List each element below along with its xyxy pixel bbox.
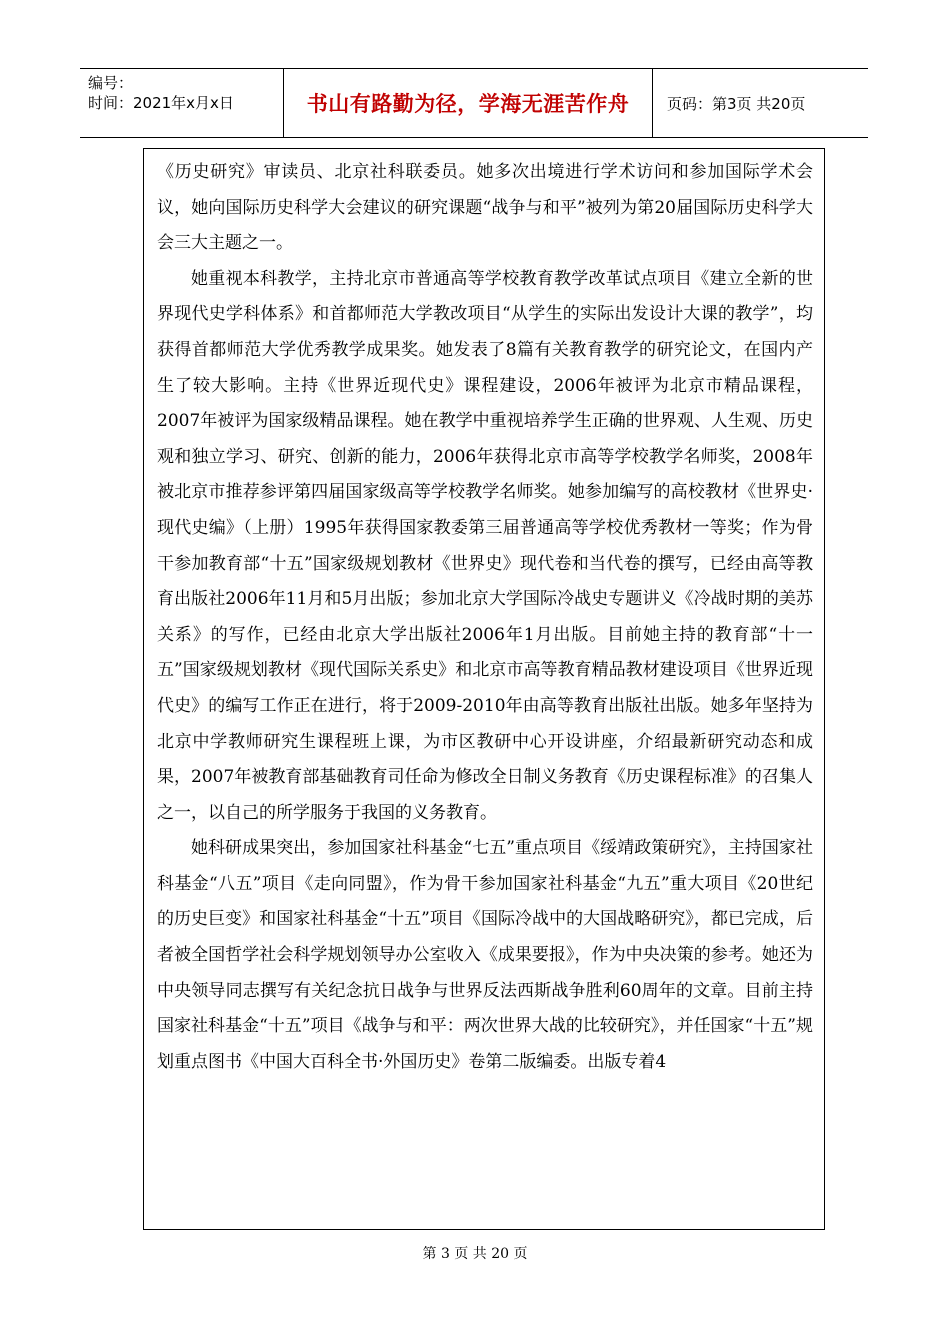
page-footer: 第 3 页 共 20 页 xyxy=(422,1246,528,1262)
document-number-label: 编号： xyxy=(88,74,134,92)
page-header xyxy=(80,68,868,138)
paragraph-teaching: 她重视本科教学，主持北京市普通高等学校教育教学改革试点项目《建立全新的世界现代史学科体系》和首都师范大学教改项目“从学生的实际出发设计大课的教学”，均获得首都师范大学优秀教学成果奖。她发表了8篇有关教育教学的研究论文，在国内产生了较大影响。主持《世界近现代史》课程建设，2006年被评为北京市精品课程，2007年被评为国家级精品课程。她在教学中重视培养学生正确的世界观、人生观、历史观和独立学习、研究、创新的能力，2006年获得北京市高等学校教学名师奖，2008年被北京市推荐参评第四届国家级高等学校教学名师奖。她参加编写的高校教材《世界史·现代史编》（上册）1995年获得国家教委第三届普通高等学校优秀教材一等奖；作为骨干参加教育部“十五”国家级规划教材《世界史》现代卷和当代卷的撰写，已经由高等教育出版社2006年11月和5月出版；参加北京大学国际冷战史专题讲义《冷战时期的美苏关系》的写作，已经由北京大学出版社2006年1月出版。目前她主持的教育部“十一五”国家级规划教材《现代国际关系史》和北京市高等教育精品教材建设项目《世界近现代史》的编写工作正在进行，将于2009-2010年由高等教育出版社出版。她多年坚持为北京中学教师研究生课程班上课，为市区教研中心开设讲座，介绍最新研究动态和成果，2007年被教育部基础教育司任命为修改全日制义务教育《历史课程标准》的召集人之一，以自己的所学服务于我国的义务教育。 xyxy=(157,268,813,823)
body-text xyxy=(144,149,824,1080)
document-time: 时间：2021年x月x日 xyxy=(88,94,234,112)
paragraph-research: 她科研成果突出，参加国家社科基金“七五”重点项目《绥靖政策研究》，主持国家社科基金“八五”项目《走向同盟》，作为骨干参加国家社科基金“九五”重大项目《20世纪的历史巨变》和国家社科基金“十五”项目《国际冷战中的大国战略研究》，都已完成，后者被全国哲学社会科学规划领导办公室收入《成果要报》，作为中央决策的参考。她还为中央领导同志撰写有关纪念抗日战争与世界反法西斯战争胜利60周年的文章。目前主持国家社科基金“十五”项目《战争与和平：两次世界大战的比较研究》，并任国家“十五”规划重点图书《中国大百科全书·外国历史》卷第二版编委。出版专着4 xyxy=(157,838,813,1072)
paragraph-continued: 《历史研究》审读员、北京社科联委员。她多次出境进行学术访问和参加国际学术会议，她向国际历史科学大会建议的研究课题“战争与和平”被列为第20届国际历史科学大会三大主题之一。 xyxy=(157,162,813,254)
content-frame xyxy=(143,148,825,1230)
header-meta xyxy=(80,69,283,137)
header-motto: 书山有路勤为径，学海无涯苦作舟 xyxy=(283,69,653,137)
header-page-info: 页码：第3页 共20页 xyxy=(667,94,806,113)
